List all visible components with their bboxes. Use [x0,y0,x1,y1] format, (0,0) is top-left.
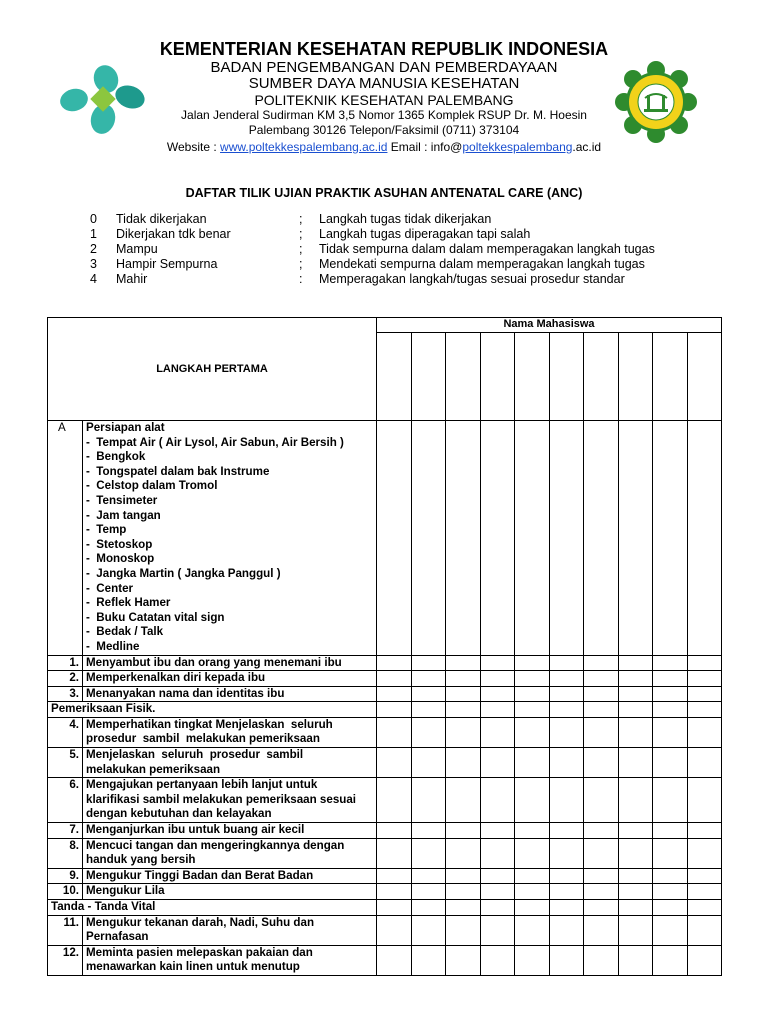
score-cell[interactable] [618,823,653,839]
step-text [83,655,377,671]
step-line: handuk yang bersih [86,853,196,867]
langkah-header: LANGKAH PERTAMA [48,318,377,421]
score-cell[interactable] [446,778,481,823]
score-cell[interactable] [446,748,481,778]
score-cell[interactable] [584,686,619,702]
score-cell[interactable] [584,823,619,839]
score-cell[interactable] [515,838,550,868]
section-label: A [48,421,83,656]
score-cell[interactable] [377,333,412,421]
step-line: Menjelaskan seluruh prosedur sambil [86,748,304,762]
legend-cat: Tidak dikerjakan [116,212,207,226]
step-line: Mengukur Tinggi Badan dan Berat Badan [86,868,314,882]
score-cell[interactable] [549,717,584,747]
score-cell[interactable] [653,671,688,687]
score-cell[interactable] [515,655,550,671]
score-cell[interactable] [480,655,515,671]
legend-num: 4 [90,272,97,286]
section-row-fisik [48,702,722,718]
score-cell[interactable] [687,945,722,975]
score-cell[interactable] [549,838,584,868]
score-cell[interactable] [618,900,653,916]
score-cell[interactable] [653,884,688,900]
score-cell[interactable] [687,333,722,421]
legend-desc: Mendekati sempurna dalam memperagakan langkah tugas [319,257,645,271]
step-line: melakukan pemeriksaan [86,762,221,776]
legend-num: 0 [90,212,97,226]
score-cell[interactable] [411,868,446,884]
score-cell[interactable] [618,884,653,900]
step-row [48,655,722,671]
score-cell[interactable] [411,900,446,916]
legend-cat: Mahir [116,272,148,286]
step-row [48,838,722,868]
score-cell[interactable] [377,915,412,945]
step-number: 11. [48,915,83,945]
score-cell[interactable] [446,717,481,747]
legend-num: 3 [90,257,97,271]
score-cell[interactable] [411,421,446,656]
score-cell[interactable] [549,915,584,945]
score-cell[interactable] [411,702,446,718]
score-cell[interactable] [377,717,412,747]
step-number: 12. [48,945,83,975]
legend-num: 2 [90,242,97,256]
legend-num: 1 [90,227,97,241]
tool-item: - Bengkok [86,450,146,464]
score-cell[interactable] [377,778,412,823]
score-cell[interactable] [549,748,584,778]
score-cell[interactable] [480,915,515,945]
tool-item: - Tempat Air ( Air Lysol, Air Sabun, Air Bersih ) [86,435,344,449]
step-row [48,884,722,900]
score-cell[interactable] [687,915,722,945]
step-row [48,717,722,747]
score-cell[interactable] [515,823,550,839]
score-cell[interactable] [653,868,688,884]
step-line: Menganjurkan ibu untuk buang air kecil [86,823,305,837]
legend-cat: Dikerjakan tdk benar [116,227,231,241]
score-cell[interactable] [653,748,688,778]
tool-item: - Medline [86,639,140,653]
score-cell[interactable] [446,333,481,421]
step-line: menawarkan kain linen untuk menutup [86,960,300,974]
score-cell[interactable] [411,778,446,823]
score-cell[interactable] [515,868,550,884]
step-row [48,915,722,945]
document-title: DAFTAR TILIK UJIAN PRAKTIK ASUHAN ANTENATAL CARE (ANC) [185,186,583,200]
score-cell[interactable] [480,945,515,975]
email-link[interactable]: poltekkespalembang [462,140,573,154]
score-cell[interactable] [653,421,688,656]
step-line: Mencuci tangan dan mengeringkannya dengan [86,838,345,852]
step-text [83,717,377,747]
step-text [83,868,377,884]
score-cell[interactable] [549,778,584,823]
step-number: 9. [48,868,83,884]
score-cell[interactable] [687,748,722,778]
score-cell[interactable] [411,686,446,702]
score-cell[interactable] [653,333,688,421]
score-cell[interactable] [618,915,653,945]
score-cell[interactable] [377,421,412,656]
address-line-1: Jalan Jenderal Sudirman KM 3,5 Nomor 1365 Komplek RSUP Dr. M. Hoesin [181,108,587,122]
tool-item: - Tensimeter [86,493,158,507]
score-cell[interactable] [480,333,515,421]
score-cell[interactable] [584,702,619,718]
score-cell[interactable] [480,702,515,718]
score-cell[interactable] [687,884,722,900]
step-line: Memperhatikan tingkat Menjelaskan seluruh [86,717,333,731]
score-cell[interactable] [411,945,446,975]
score-cell[interactable] [446,868,481,884]
legend-desc: Memperagakan langkah/tugas sesuai prosedur standar [319,272,625,286]
step-text [83,748,377,778]
score-cell[interactable] [549,702,584,718]
score-cell[interactable] [549,823,584,839]
letterhead [0,38,768,155]
step-text [83,838,377,868]
score-cell[interactable] [446,686,481,702]
score-cell[interactable] [377,686,412,702]
section-heading: Pemeriksaan Fisik. [48,702,377,718]
step-line: Memperkenalkan diri kepada ibu [86,671,266,685]
legend-desc: Langkah tugas tidak dikerjakan [319,212,492,226]
agency-name-2: SUMBER DAYA MANUSIA KESEHATAN [248,75,520,92]
step-line: Mengukur tekanan darah, Nadi, Suhu dan [86,915,315,929]
score-cell[interactable] [411,655,446,671]
score-cell[interactable] [653,915,688,945]
score-cell[interactable] [377,655,412,671]
score-cell[interactable] [515,686,550,702]
score-cell[interactable] [653,778,688,823]
score-cell[interactable] [480,671,515,687]
score-cell[interactable] [411,717,446,747]
score-cell[interactable] [515,884,550,900]
score-cell[interactable] [687,655,722,671]
tools-list [83,421,377,656]
step-line: Menyambut ibu dan orang yang menemani ibu [86,655,342,669]
score-cell[interactable] [549,884,584,900]
score-cell[interactable] [515,900,550,916]
step-number: 3. [48,686,83,702]
score-cell[interactable] [446,884,481,900]
score-cell[interactable] [584,868,619,884]
step-number: 10. [48,884,83,900]
tool-item: - Buku Catatan vital sign [86,610,225,624]
step-number: 4. [48,717,83,747]
score-cell[interactable] [687,778,722,823]
score-cell[interactable] [480,868,515,884]
section-heading: Tanda - Tanda Vital [48,900,377,916]
score-cell[interactable] [377,900,412,916]
score-cell[interactable] [480,717,515,747]
score-cell[interactable] [446,823,481,839]
score-cell[interactable] [515,717,550,747]
score-cell[interactable] [584,748,619,778]
score-cell[interactable] [411,915,446,945]
score-cell[interactable] [618,868,653,884]
tool-item: - Bedak / Talk [86,625,164,639]
score-cell[interactable] [584,333,619,421]
score-cell[interactable] [618,702,653,718]
score-cell[interactable] [480,748,515,778]
step-number: 7. [48,823,83,839]
score-cell[interactable] [618,671,653,687]
step-row [48,778,722,823]
score-cell[interactable] [687,717,722,747]
score-cell[interactable] [653,838,688,868]
step-number: 8. [48,838,83,868]
score-cell[interactable] [480,686,515,702]
nama-mahasiswa-header: Nama Mahasiswa [377,318,722,333]
score-cell[interactable] [653,900,688,916]
score-cell[interactable] [411,823,446,839]
section-row-vital [48,900,722,916]
score-cell[interactable] [377,702,412,718]
tool-item: - Center [86,581,134,595]
ministry-name: KEMENTERIAN KESEHATAN REPUBLIK INDONESIA [159,39,609,59]
score-cell[interactable] [549,333,584,421]
score-cell[interactable] [549,868,584,884]
score-cell[interactable] [549,421,584,656]
score-cell[interactable] [377,945,412,975]
tool-item: - Celstop dalam Tromol [86,479,218,493]
score-cell[interactable] [515,702,550,718]
score-cell[interactable] [584,838,619,868]
score-cell[interactable] [653,945,688,975]
legend-desc: Langkah tugas diperagakan tapi salah [319,227,531,241]
score-cell[interactable] [653,823,688,839]
score-cell[interactable] [480,778,515,823]
step-text [83,823,377,839]
step-text [83,671,377,687]
score-cell[interactable] [411,671,446,687]
score-cell[interactable] [584,778,619,823]
step-text [83,915,377,945]
score-cell[interactable] [549,671,584,687]
score-cell[interactable] [515,945,550,975]
section-title: Persiapan alat [86,421,165,434]
score-cell[interactable] [377,868,412,884]
score-cell[interactable] [377,748,412,778]
score-cell[interactable] [618,333,653,421]
score-cell[interactable] [687,702,722,718]
tool-item: - Temp [86,523,127,537]
score-cell[interactable] [584,884,619,900]
score-cell[interactable] [687,868,722,884]
step-row [48,686,722,702]
score-cell[interactable] [446,702,481,718]
tool-item: - Stetoskop [86,537,153,551]
score-cell[interactable] [515,671,550,687]
score-cell[interactable] [480,900,515,916]
score-cell[interactable] [549,686,584,702]
score-cell[interactable] [480,823,515,839]
step-row [48,945,722,975]
section-row-a [48,421,722,656]
score-cell[interactable] [411,884,446,900]
step-text [83,884,377,900]
legend-sep: ; [299,257,303,271]
score-cell[interactable] [584,717,619,747]
score-cell[interactable] [687,671,722,687]
address-line-2: Palembang 30126 Telepon/Faksimil (0711) 373104 [248,123,520,137]
score-cell[interactable] [411,333,446,421]
score-cell[interactable] [377,823,412,839]
score-cell[interactable] [515,333,550,421]
score-cell[interactable] [549,655,584,671]
step-line: Meminta pasien melepaskan pakaian dan [86,945,313,959]
score-cell[interactable] [618,778,653,823]
score-cell[interactable] [515,778,550,823]
step-line: prosedur sambil melakukan pemeriksaan [86,732,320,746]
score-cell[interactable] [687,686,722,702]
score-cell[interactable] [446,945,481,975]
website-link[interactable]: www.poltekkespalembang.ac.id [220,140,388,154]
institution-name: POLITEKNIK KESEHATAN PALEMBANG [254,92,514,108]
legend-sep: ; [299,227,303,241]
score-cell[interactable] [584,655,619,671]
contact-line: Website : www.poltekkespalembang.ac.id Email : info@poltekkespalembang.ac.id [166,140,602,154]
step-line: dengan kebutuhan dan kelayakan [86,807,272,821]
tool-item: - Jam tangan [86,508,161,522]
score-cell[interactable] [446,838,481,868]
step-line: Mengajukan pertanyaan lebih lanjut untuk [86,778,318,792]
score-cell[interactable] [446,655,481,671]
legend-sep: : [299,272,303,286]
score-cell[interactable] [618,945,653,975]
legend-sep: ; [299,242,303,256]
score-cell[interactable] [584,945,619,975]
score-cell[interactable] [446,900,481,916]
step-row [48,671,722,687]
step-line: Menanyakan nama dan identitas ibu [86,686,285,700]
score-cell[interactable] [515,748,550,778]
step-row [48,823,722,839]
score-cell[interactable] [687,421,722,656]
score-cell[interactable] [653,686,688,702]
score-cell[interactable] [687,823,722,839]
score-cell[interactable] [411,748,446,778]
score-cell[interactable] [584,915,619,945]
score-cell[interactable] [515,915,550,945]
score-cell[interactable] [446,915,481,945]
score-cell[interactable] [480,838,515,868]
step-line: klarifikasi sambil melakukan pemeriksaan sesuai [86,792,357,806]
step-number: 2. [48,671,83,687]
legend-cat: Mampu [116,242,158,256]
score-cell[interactable] [549,945,584,975]
score-cell[interactable] [377,671,412,687]
step-row [48,748,722,778]
step-line: Mengukur Lila [86,884,165,898]
score-cell[interactable] [377,884,412,900]
score-cell[interactable] [584,671,619,687]
tool-item: - Reflek Hamer [86,596,171,610]
score-cell[interactable] [653,655,688,671]
score-cell[interactable] [549,900,584,916]
score-cell[interactable] [377,838,412,868]
score-cell[interactable] [411,838,446,868]
score-cell[interactable] [446,671,481,687]
score-cell[interactable] [618,686,653,702]
checklist-table [47,317,722,976]
score-cell[interactable] [515,421,550,656]
step-row [48,868,722,884]
score-cell[interactable] [687,838,722,868]
score-cell[interactable] [446,421,481,656]
agency-name-1: BADAN PENGEMBANGAN DAN PEMBERDAYAAN [210,59,558,76]
score-cell[interactable] [618,838,653,868]
score-cell[interactable] [618,655,653,671]
score-cell[interactable] [618,748,653,778]
step-number: 6. [48,778,83,823]
score-cell[interactable] [653,702,688,718]
step-text [83,686,377,702]
score-cell[interactable] [584,421,619,656]
score-cell[interactable] [480,884,515,900]
step-number: 1. [48,655,83,671]
step-text [83,945,377,975]
score-cell[interactable] [687,900,722,916]
step-number: 5. [48,748,83,778]
score-cell[interactable] [653,717,688,747]
tool-item: - Monoskop [86,552,155,566]
score-cell[interactable] [584,900,619,916]
tool-item: - Jangka Martin ( Jangka Panggul ) [86,566,281,580]
legend-cat: Hampir Sempurna [116,257,218,271]
legend-desc: Tidak sempurna dalam dalam memperagakan langkah tugas [319,242,655,256]
tool-item: - Tongspatel dalam bak Instrume [86,464,270,478]
score-cell[interactable] [480,421,515,656]
score-cell[interactable] [618,717,653,747]
step-line: Pernafasan [86,930,149,944]
step-text [83,778,377,823]
legend-sep: ; [299,212,303,226]
score-cell[interactable] [618,421,653,656]
